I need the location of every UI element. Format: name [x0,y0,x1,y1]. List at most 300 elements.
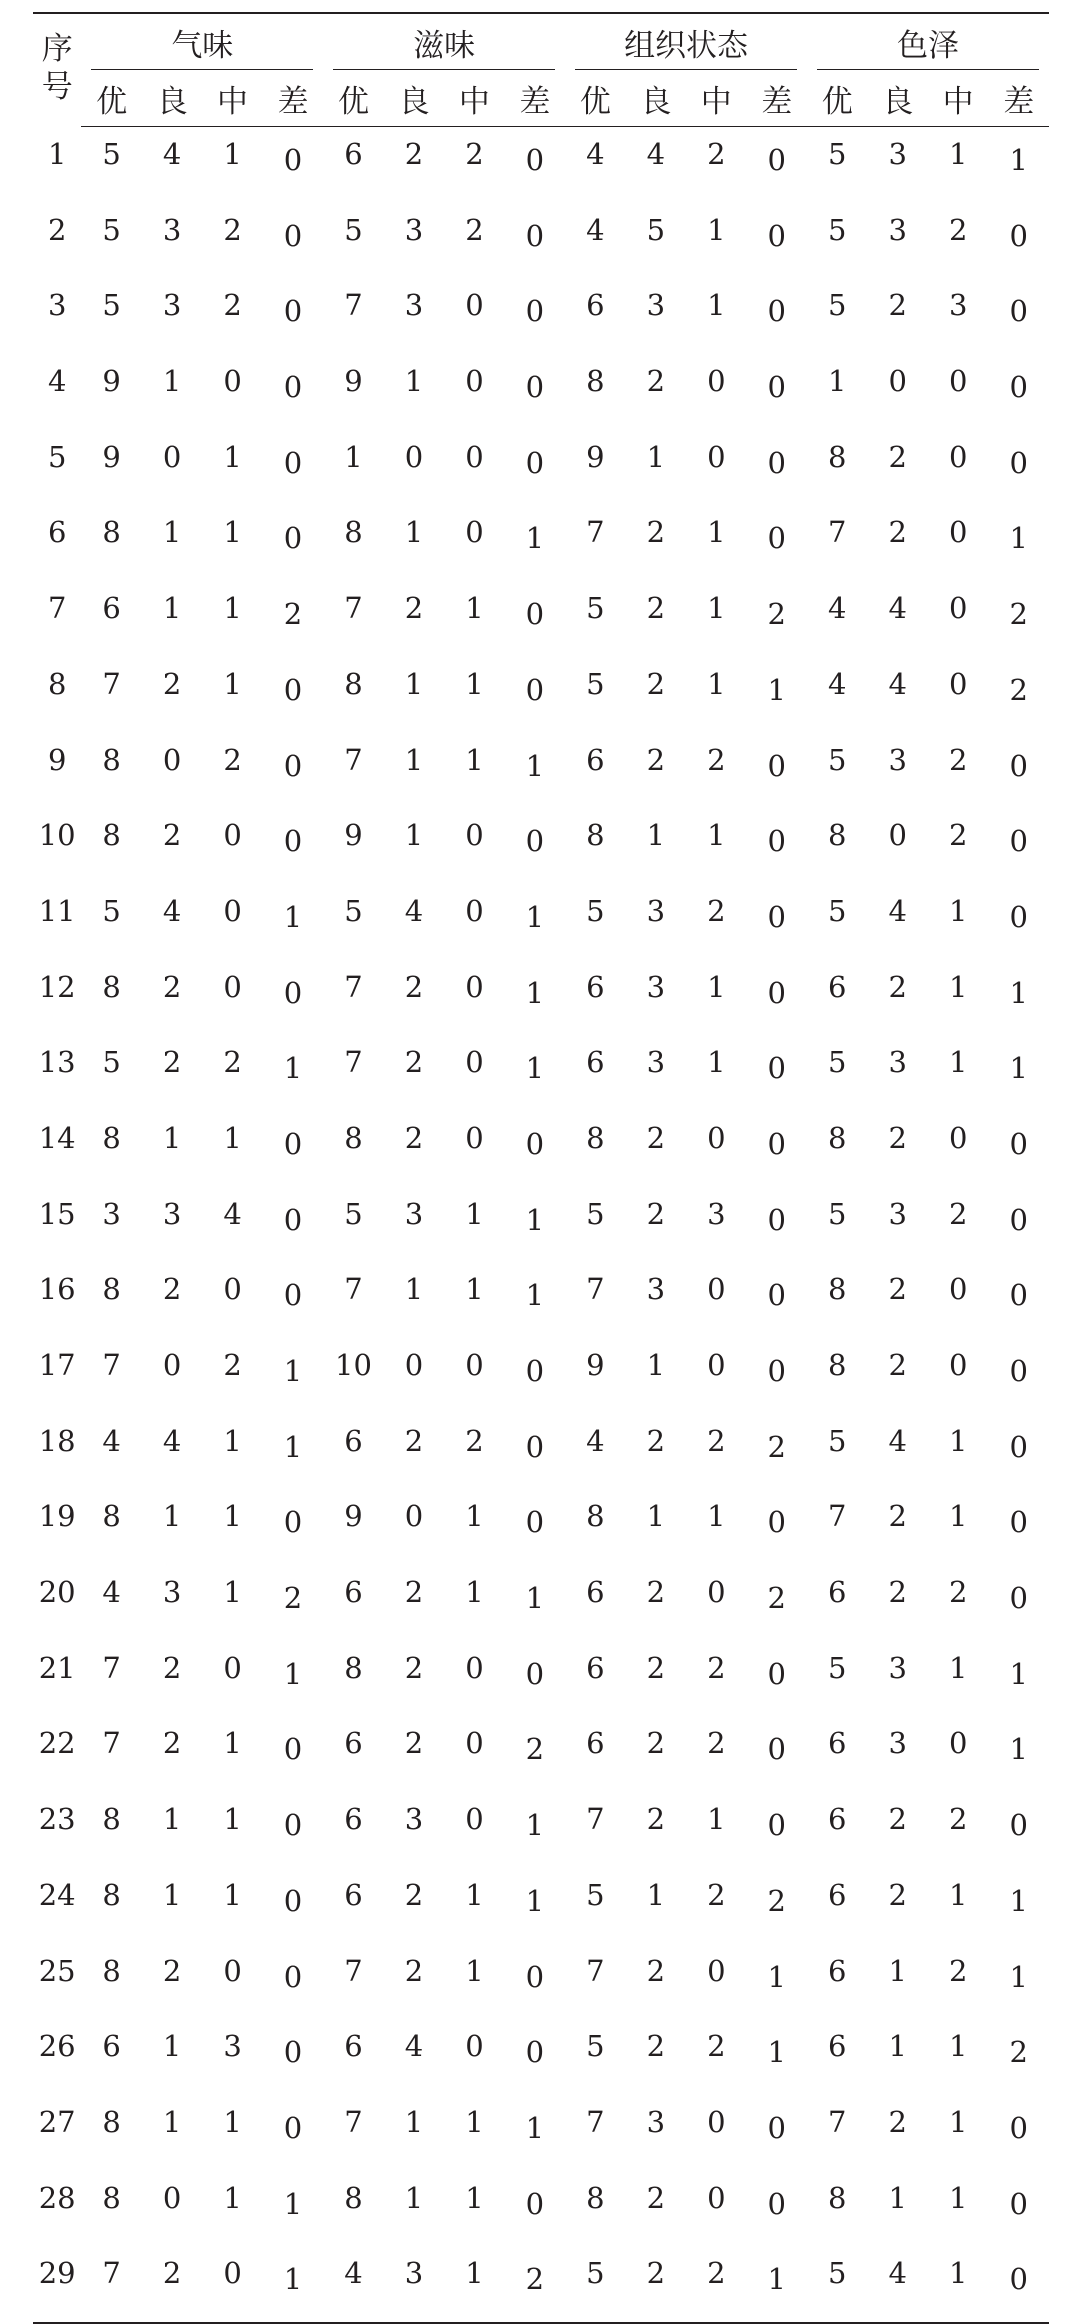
score-cell: 1 [283,1354,303,1388]
score-cell: 0 [767,294,786,329]
score-cell: 0 [707,2104,726,2139]
score-cell: 2 [162,818,182,853]
score-cell: 0 [465,364,484,399]
table-row [33,657,1049,733]
score-cell: 1 [162,1802,182,1837]
score-cell: 3 [888,137,907,171]
score-cell: 7 [586,1272,605,1307]
score-cell: 4 [586,212,605,247]
score-cell: 1 [707,969,726,1004]
score-cell: 2 [646,1120,666,1155]
score-cell: 8 [344,515,363,550]
score-cell: 3 [888,1726,907,1761]
table-row [33,2095,1049,2171]
score-cell: 4 [102,1575,121,1610]
score-cell: 1 [646,439,666,474]
score-cell: 1 [767,1959,786,1994]
table-row [33,1414,1049,1490]
score-cell: 4 [888,666,907,701]
score-cell: 8 [102,515,121,550]
score-cell: 2 [404,1726,424,1761]
score-cell: 4 [404,2029,424,2064]
score-cell: 0 [948,364,968,399]
score-cell: 4 [162,893,182,928]
score-cell: 2 [888,969,907,1004]
group-underline [91,69,313,70]
score-cell: 2 [404,137,424,171]
score-cell: 6 [586,969,605,1004]
score-cell: 0 [1009,748,1028,783]
score-cell: 0 [707,1120,726,1155]
score-cell: 4 [102,1423,121,1458]
score-cell: 0 [525,1959,545,1994]
score-cell: 1 [162,364,182,399]
score-cell: 1 [707,666,726,701]
score-cell: 1 [283,2186,303,2221]
table-row [33,1187,1049,1263]
score-cell: 6 [586,742,605,777]
score-cell: 0 [525,218,545,253]
score-cell: 1 [465,2104,484,2139]
score-cell: 0 [707,1272,726,1307]
score-cell: 2 [646,1726,666,1761]
score-cell: 0 [283,1883,303,1918]
score-cell: 7 [344,288,363,323]
score-cell: 1 [707,288,726,323]
score-cell: 2 [465,1423,484,1458]
score-cell: 0 [767,1278,786,1313]
score-cell: 2 [646,1802,666,1837]
grade-header-medium: 中 [928,70,988,127]
score-cell: 2 [646,666,666,701]
score-cell: 5 [828,1423,847,1458]
score-cell: 2 [404,1953,424,1988]
score-cell: 0 [1009,218,1028,253]
score-cell: 5 [102,1045,121,1080]
score-cell: 0 [223,1272,242,1307]
row-number-cell: 4 [47,364,67,399]
table-row [33,884,1049,960]
score-cell: 6 [344,1877,363,1912]
score-cell: 1 [525,1051,545,1086]
score-cell: 8 [828,1272,847,1307]
score-cell: 1 [948,2256,968,2291]
score-cell: 1 [767,2035,786,2070]
score-cell: 0 [767,824,786,859]
score-cell: 0 [525,294,545,329]
score-cell: 5 [828,893,847,928]
score-cell: 0 [767,1505,786,1540]
score-cell: 0 [223,1953,242,1988]
group-underline [575,69,797,70]
score-cell: 9 [586,439,605,474]
score-cell: 1 [948,1499,968,1534]
score-cell: 1 [404,2104,424,2139]
score-cell: 0 [404,1348,424,1382]
score-cell: 2 [888,1499,907,1534]
table-head [33,13,1049,127]
table-row [33,2019,1049,2095]
score-cell: 2 [465,137,484,171]
score-cell: 4 [888,591,907,626]
score-cell: 5 [828,212,847,247]
row-number-cell: 3 [47,288,67,323]
score-cell: 0 [767,2186,786,2221]
score-cell: 2 [707,1423,726,1458]
score-cell: 2 [223,212,242,247]
score-cell: 1 [223,1802,242,1837]
table-row [33,1792,1049,1868]
score-cell: 3 [223,2029,242,2064]
score-cell: 3 [707,1196,726,1231]
score-cell: 2 [948,1196,968,1231]
score-cell: 0 [1009,1278,1028,1313]
score-cell: 2 [646,1575,666,1610]
table-row [33,1111,1049,1187]
score-cell: 2 [1009,2035,1028,2070]
score-cell: 3 [404,2256,424,2291]
score-cell: 0 [283,1959,303,1994]
grade-header-good: 良 [142,70,202,127]
score-cell: 8 [344,1650,363,1685]
group-header-odor [81,13,323,70]
score-cell: 0 [888,818,907,853]
score-cell: 0 [223,818,242,853]
score-cell: 1 [525,975,545,1010]
score-cell: 2 [707,137,726,171]
score-cell: 9 [102,439,121,474]
score-cell: 0 [283,975,303,1010]
score-cell: 0 [525,672,545,707]
score-cell: 7 [344,1045,363,1080]
score-cell: 0 [283,1808,303,1843]
score-cell: 1 [465,1499,484,1534]
score-cell: 0 [707,364,726,399]
score-cell: 3 [888,1196,907,1231]
score-cell: 2 [162,666,182,701]
score-cell: 1 [1009,1959,1028,1994]
score-cell: 1 [465,742,484,777]
score-cell: 2 [162,1726,182,1761]
score-cell: 5 [586,666,605,701]
score-cell: 8 [102,1120,121,1155]
table-row [33,1262,1049,1338]
score-cell: 1 [283,1656,303,1691]
row-number-cell: 12 [38,969,76,1004]
score-cell: 0 [707,1348,726,1382]
score-cell: 2 [404,1877,424,1912]
score-cell: 2 [767,1581,786,1616]
score-cell: 4 [162,137,182,171]
group-header-label: 色泽 [897,27,959,64]
row-number-cell: 29 [38,2256,76,2291]
score-cell: 2 [707,2256,726,2291]
score-cell: 2 [888,288,907,323]
score-cell: 10 [335,1348,372,1382]
score-cell: 3 [948,288,968,323]
score-cell: 1 [162,1877,182,1912]
row-number-cell: 27 [38,2104,76,2139]
score-cell: 1 [525,1581,545,1616]
score-cell: 3 [888,742,907,777]
table-row [33,1338,1049,1414]
score-cell: 1 [404,364,424,399]
score-cell: 7 [344,742,363,777]
row-number-cell: 26 [38,2029,76,2064]
score-cell: 0 [223,2256,242,2291]
score-cell: 1 [404,2180,424,2215]
score-cell: 2 [707,742,726,777]
table-row [33,2246,1049,2323]
score-cell: 1 [707,212,726,247]
score-cell: 0 [767,1202,786,1237]
score-cell: 8 [586,818,605,853]
score-cell: 1 [888,2180,907,2215]
row-number-cell: 22 [38,1726,76,1761]
score-cell: 2 [707,1650,726,1685]
table-row [33,960,1049,1036]
table-row [33,2171,1049,2247]
score-cell: 0 [1009,1808,1028,1843]
score-cell: 0 [948,1120,968,1155]
score-cell: 6 [344,1575,363,1610]
score-cell: 1 [223,1877,242,1912]
table-row [33,581,1049,657]
row-number-cell: 1 [47,136,67,171]
score-cell: 0 [465,1726,484,1761]
table-row [33,1944,1049,2020]
score-cell: 0 [1009,1505,1028,1540]
score-cell: 0 [707,2180,726,2215]
score-cell: 3 [646,1045,666,1080]
score-cell: 1 [948,137,968,171]
score-cell: 3 [888,1045,907,1080]
score-cell: 0 [525,1354,545,1388]
table-row [33,1716,1049,1792]
score-cell: 1 [948,1877,968,1912]
score-cell: 0 [283,672,303,707]
score-cell: 6 [828,969,847,1004]
score-cell: 0 [1009,1354,1028,1388]
score-cell: 1 [223,2104,242,2139]
score-cell: 2 [162,969,182,1004]
score-cell: 6 [828,1726,847,1761]
row-number-cell: 8 [47,666,67,701]
score-cell: 1 [1009,521,1028,556]
score-cell: 2 [223,1045,242,1080]
score-cell: 2 [888,1348,907,1382]
score-cell: 2 [162,1045,182,1080]
score-cell: 2 [948,1953,968,1988]
score-cell: 4 [646,137,666,171]
score-cell: 5 [828,288,847,323]
score-cell: 5 [828,1196,847,1231]
score-cell: 1 [646,1348,666,1382]
score-cell: 0 [283,2035,303,2070]
row-number-cell: 24 [38,1877,76,1912]
score-cell: 0 [283,445,303,480]
score-cell: 4 [888,893,907,928]
table-row [33,505,1049,581]
score-cell: 1 [162,2029,182,2064]
score-cell: 8 [102,2104,121,2139]
score-cell: 8 [828,1120,847,1155]
score-cell: 0 [707,439,726,474]
score-cell: 1 [948,2104,968,2139]
score-cell: 4 [344,2256,363,2291]
score-cell: 3 [646,893,666,928]
sensory-score-table [33,12,1049,2324]
sensory-score-table-container [33,12,1049,2324]
score-cell: 1 [948,2180,968,2215]
score-cell: 4 [586,1423,605,1458]
score-cell: 8 [102,2180,121,2215]
score-cell: 7 [102,2256,121,2291]
score-cell: 0 [283,2110,303,2145]
group-header-color [807,13,1049,70]
score-cell: 1 [707,515,726,550]
table-row [33,808,1049,884]
score-cell: 2 [646,2180,666,2215]
score-cell: 1 [767,2262,786,2297]
score-cell: 0 [948,591,968,626]
row-number-cell: 13 [38,1045,76,1080]
score-cell: 1 [465,591,484,626]
score-cell: 2 [948,1802,968,1837]
score-cell: 1 [223,1726,242,1761]
score-cell: 7 [344,1272,363,1307]
score-cell: 0 [283,521,303,556]
score-cell: 0 [223,893,242,928]
score-cell: 0 [162,742,182,777]
score-cell: 0 [223,969,242,1004]
score-cell: 1 [162,1120,182,1155]
group-header-taste [323,13,565,70]
score-cell: 0 [948,1726,968,1761]
grade-header-poor: 差 [988,70,1049,127]
table-row [33,1641,1049,1717]
score-cell: 2 [162,1650,182,1685]
score-cell: 0 [465,1348,484,1382]
score-cell: 0 [767,1051,786,1086]
score-cell: 6 [344,137,363,171]
score-cell: 1 [283,899,303,934]
score-cell: 7 [344,969,363,1004]
score-cell: 0 [525,143,545,177]
score-cell: 1 [465,2256,484,2291]
score-cell: 1 [404,1272,424,1307]
score-cell: 5 [828,742,847,777]
score-cell: 6 [828,1877,847,1912]
score-cell: 2 [888,439,907,474]
score-cell: 8 [102,818,121,853]
score-cell: 2 [525,1732,545,1767]
score-cell: 2 [404,1423,424,1458]
score-cell: 2 [707,893,726,928]
score-cell: 4 [888,2256,907,2291]
score-cell: 2 [646,364,666,399]
grade-header-poor: 差 [505,70,565,127]
score-cell: 0 [525,1126,545,1161]
score-cell: 8 [102,1802,121,1837]
score-cell: 2 [525,2262,545,2297]
score-cell: 1 [1009,1656,1028,1691]
score-cell: 2 [767,1883,786,1918]
score-cell: 3 [162,1575,182,1610]
group-header-label: 滋味 [413,27,476,64]
row-number-cell: 11 [38,893,76,928]
score-cell: 5 [586,1877,605,1912]
grade-header-good: 良 [626,70,686,127]
row-number-cell: 14 [38,1120,76,1155]
score-cell: 7 [828,515,847,550]
row-number-cell: 25 [38,1953,76,1988]
score-cell: 1 [948,1650,968,1685]
score-cell: 0 [223,1650,242,1685]
score-cell: 3 [404,1802,424,1837]
score-cell: 1 [948,893,968,928]
score-cell: 8 [586,1499,605,1534]
score-cell: 1 [223,1499,242,1534]
score-cell: 2 [767,597,786,632]
score-cell: 2 [888,1120,907,1155]
score-cell: 2 [707,2029,726,2064]
score-cell: 2 [646,1650,666,1685]
score-cell: 7 [828,1499,847,1534]
score-cell: 2 [888,1877,907,1912]
score-cell: 0 [404,439,424,474]
score-cell: 2 [465,212,484,247]
score-cell: 6 [828,2029,847,2064]
score-cell: 1 [162,1499,182,1534]
score-cell: 0 [767,1354,786,1388]
score-cell: 3 [646,969,666,1004]
score-cell: 2 [888,1272,907,1307]
score-cell: 6 [344,1802,363,1837]
score-cell: 5 [586,591,605,626]
row-number-cell: 28 [38,2180,76,2215]
score-cell: 1 [707,1045,726,1080]
score-cell: 7 [344,2104,363,2139]
score-cell: 1 [948,2029,968,2064]
score-cell: 3 [162,212,182,247]
score-cell: 0 [465,515,484,550]
table-row [33,354,1049,430]
score-cell: 0 [1009,2186,1028,2221]
score-cell: 0 [767,2110,786,2145]
score-cell: 0 [525,824,545,859]
score-cell: 1 [828,364,847,399]
score-cell: 1 [404,515,424,550]
score-cell: 1 [646,818,666,853]
score-cell: 0 [465,1802,484,1837]
score-cell: 3 [102,1196,121,1231]
table-body [33,127,1049,2323]
table-row [33,1565,1049,1641]
score-cell: 6 [828,1802,847,1837]
score-cell: 7 [102,666,121,701]
grade-header-medium: 中 [444,70,504,127]
score-cell: 2 [646,742,666,777]
score-cell: 0 [525,597,545,632]
score-cell: 0 [223,364,242,399]
score-cell: 8 [102,1272,121,1307]
score-cell: 2 [223,742,242,777]
score-cell: 0 [1009,2110,1028,2145]
group-header-label: 组织状态 [624,27,749,64]
score-cell: 0 [1009,294,1028,329]
score-cell: 5 [344,212,363,247]
